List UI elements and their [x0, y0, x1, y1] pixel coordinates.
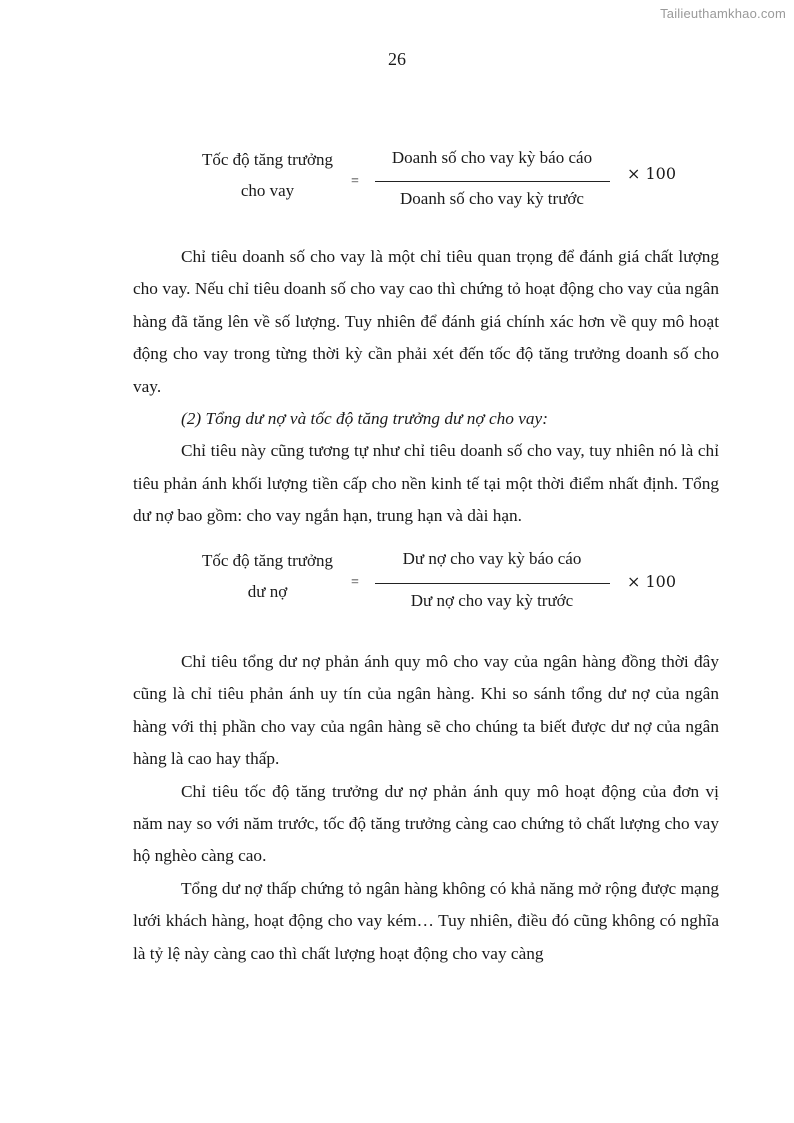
formula-label-line1: Tốc độ tăng trưởng [201, 551, 334, 570]
equals-sign: = [351, 174, 359, 189]
fraction-bar [375, 583, 610, 584]
formula-numerator: Dư nợ cho vay kỳ báo cáo [402, 549, 582, 568]
multiplier: × 100 [627, 164, 677, 183]
formula-loan-growth [0, 144, 794, 214]
multiplier: × 100 [627, 572, 677, 591]
fraction-bar [375, 181, 610, 182]
text-section-2 [133, 646, 719, 970]
formula-label-line2: cho vay [240, 181, 295, 200]
equals-sign: = [351, 575, 359, 590]
watermark: Tailieuthamkhao.com [660, 6, 786, 21]
paragraph: Chỉ tiêu doanh số cho vay là một chỉ tiêu quan trọng để đánh giá chất lượng cho vay. Nếu chỉ tiêu doanh số cho vay cao thì chứng tỏ hoạt động cho vay của ngân hàng đã tăng lên về số lượng. Tuy nhiên để đánh giá chính xác hơn về quy mô hoạt động cho vay trong từng thời kỳ cần phải xét đến tốc độ tăng trưởng doanh số cho vay. [133, 247, 719, 396]
formula-outstanding-growth [0, 545, 794, 615]
page-number: 26 [388, 49, 406, 69]
paragraph: Chỉ tiêu tốc độ tăng trưởng dư nợ phản ánh quy mô hoạt động của đơn vị năm nay so với năm trước, tốc độ tăng trưởng càng cao chứng tỏ chất lượng cho vay hộ nghèo càng cao. [133, 781, 719, 866]
formula-denominator: Dư nợ cho vay kỳ trước [410, 591, 574, 610]
text-section-1 [133, 241, 719, 533]
formula-label-line1: Tốc độ tăng trưởng [201, 150, 334, 169]
paragraph: Tổng dư nợ thấp chứng tỏ ngân hàng không có khả năng mở rộng được mạng lưới khách hàng, hoạt động cho vay kém… Tuy nhiên, điều đó cũng không có nghĩa là tỷ lệ này càng cao thì chất lượng hoạt động cho vay càng [133, 878, 719, 963]
formula-label-line2: dư nợ [247, 582, 288, 601]
formula-denominator: Doanh số cho vay kỳ trước [400, 189, 584, 208]
formula-numerator: Doanh số cho vay kỳ báo cáo [391, 148, 593, 167]
paragraph: Chỉ tiêu tổng dư nợ phản ánh quy mô cho vay của ngân hàng đồng thời đây cũng là chỉ tiêu phản ánh uy tín của ngân hàng. Khi so sánh tổng dư nợ của ngân hàng với thị phần cho vay của ngân hàng sẽ cho chúng ta biết được dư nợ của ngân hàng là cao hay thấp. [133, 652, 719, 769]
paragraph: Chỉ tiêu này cũng tương tự như chỉ tiêu doanh số cho vay, tuy nhiên nó là chỉ tiêu phản ánh khối lượng tiền cấp cho nền kinh tế tại một thời điểm nhất định. Tổng dư nợ bao gồm: cho vay ngắn hạn, trung hạn và dài hạn. [133, 441, 719, 526]
section-heading: (2) Tổng dư nợ và tốc độ tăng trưởng dư nợ cho vay: [181, 409, 548, 429]
